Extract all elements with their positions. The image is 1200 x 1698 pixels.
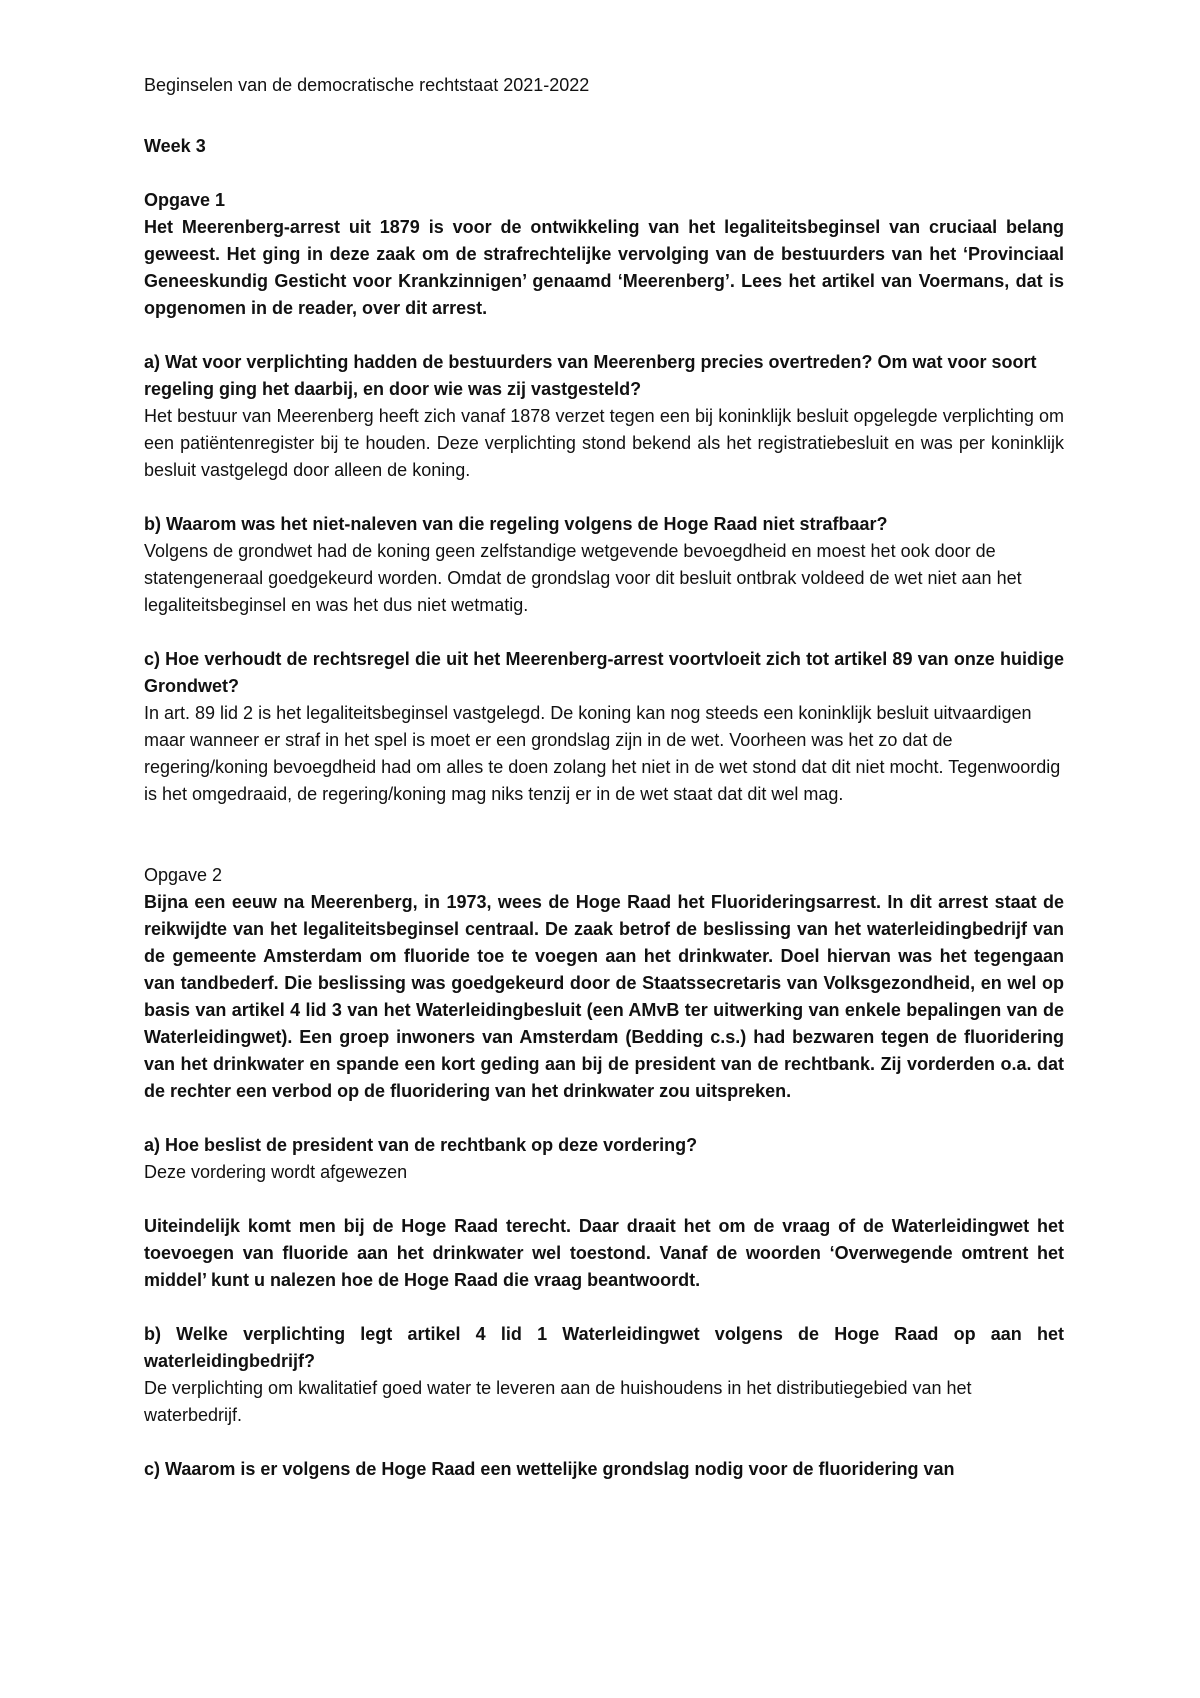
opgave-1-question-a: a) Wat voor verplichting hadden de bestuurders van Meerenberg precies overtreden? Om wat voor soort regeling ging het daarbij, en door wie was zij vastgesteld?: [144, 352, 1037, 399]
document-page: [144, 72, 1064, 1483]
opgave-1-answer-b: Volgens de grondwet had de koning geen zelfstandige wetgevende bevoegdheid en moest het ook door de statengeneraal goedgekeurd worden. Omdat de grondslag voor dit besluit ontbrak voldeed de wet niet aan het legaliteitsbeginsel en was het dus niet wetmatig.: [144, 541, 1022, 615]
opgave-1-question-c: c) Hoe verhoudt de rechtsregel die uit het Meerenberg-arrest voortvloeit zich tot artikel 89 van onze huidige Grondwet?: [144, 649, 1064, 696]
opgave-2-answer-a: Deze vordering wordt afgewezen: [144, 1162, 408, 1182]
opgave-2-section: [144, 862, 1064, 1483]
opgave-2-title: Opgave 2: [144, 865, 223, 885]
opgave-1-question-b: b) Waarom was het niet-naleven van die regeling volgens de Hoge Raad niet strafbaar?: [144, 514, 888, 534]
opgave-1-answer-a: Het bestuur van Meerenberg heeft zich vanaf 1878 verzet tegen een bij koninklijk besluit opgelegde verplichting om een patiëntenregister bij te houden. Deze verplichting stond bekend als het registratiebesluit en was per koninklijk besluit vastgelegd door alleen de koning.: [144, 406, 1064, 480]
week-heading: Week 3: [144, 136, 206, 156]
opgave-1-intro: Het Meerenberg-arrest uit 1879 is voor de ontwikkeling van het legaliteitsbeginsel van cruciaal belang geweest. Het ging in deze zaak om de strafrechtelijke vervolging van de bestuurders van het ‘Provinciaal Geneeskundig Gesticht voor Krankzinnigen’ genaamd ‘Meerenberg’. Lees het artikel van Voermans, dat is opgenomen in de reader, over dit arrest.: [144, 217, 1064, 318]
opgave-2-question-a: a) Hoe beslist de president van de rechtbank op deze vordering?: [144, 1135, 698, 1155]
opgave-1-answer-c: In art. 89 lid 2 is het legaliteitsbeginsel vastgelegd. De koning kan nog steeds een koninklijk besluit uitvaardigen maar wanneer er straf in het spel is moet er een grondslag zijn in de wet. Voorheen was het zo dat de regering/koning bevoegdheid had om alles te doen zolang het niet in de wet stond dat dit niet mocht. Tegenwoordig is het omgedraaid, de regering/koning mag niks tenzij er in de wet staat dat dit wel mag.: [144, 703, 1061, 804]
opgave-1-title: Opgave 1: [144, 190, 226, 210]
opgave-2-answer-b: De verplichting om kwalitatief goed water te leveren aan de huishoudens in het distributiegebied van het waterbedrijf.: [144, 1378, 972, 1425]
opgave-2-question-c: c) Waarom is er volgens de Hoge Raad een wettelijke grondslag nodig voor de fluoridering van: [144, 1459, 955, 1479]
opgave-1-section: [144, 187, 1064, 808]
document-header: Beginselen van de democratische rechtstaat 2021-2022: [144, 75, 590, 95]
opgave-2-bridge-text: Uiteindelijk komt men bij de Hoge Raad terecht. Daar draait het om de vraag of de Waterleidingwet het toevoegen van fluoride aan het drinkwater wel toestond. Vanaf de woorden ‘Overwegende omtrent het middel’ kunt u nalezen hoe de Hoge Raad die vraag beantwoordt.: [144, 1216, 1064, 1290]
opgave-2-intro: Bijna een eeuw na Meerenberg, in 1973, wees de Hoge Raad het Fluorideringsarrest. In dit arrest staat de reikwijdte van het legaliteitsbeginsel centraal. De zaak betrof de beslissing van het waterleidingbedrijf van de gemeente Amsterdam om fluoride toe te voegen aan het drinkwater. Doel hiervan was het tegengaan van tandbederf. Die beslissing was goedgekeurd door de Staatssecretaris van Volksgezondheid, en wel op basis van artikel 4 lid 3 van het Waterleidingbesluit (een AMvB ter uitwerking van enkele bepalingen van de Waterleidingwet). Een groep inwoners van Amsterdam (Bedding c.s.) had bezwaren tegen de fluoridering van het drinkwater en spande een kort geding aan bij de president van de rechtbank. Zij vorderden o.a. dat de rechter een verbod op de fluoridering van het drinkwater zou uitspreken.: [144, 892, 1064, 1101]
opgave-2-question-b: b) Welke verplichting legt artikel 4 lid 1 Waterleidingwet volgens de Hoge Raad op aan het waterleidingbedrijf?: [144, 1324, 1064, 1371]
